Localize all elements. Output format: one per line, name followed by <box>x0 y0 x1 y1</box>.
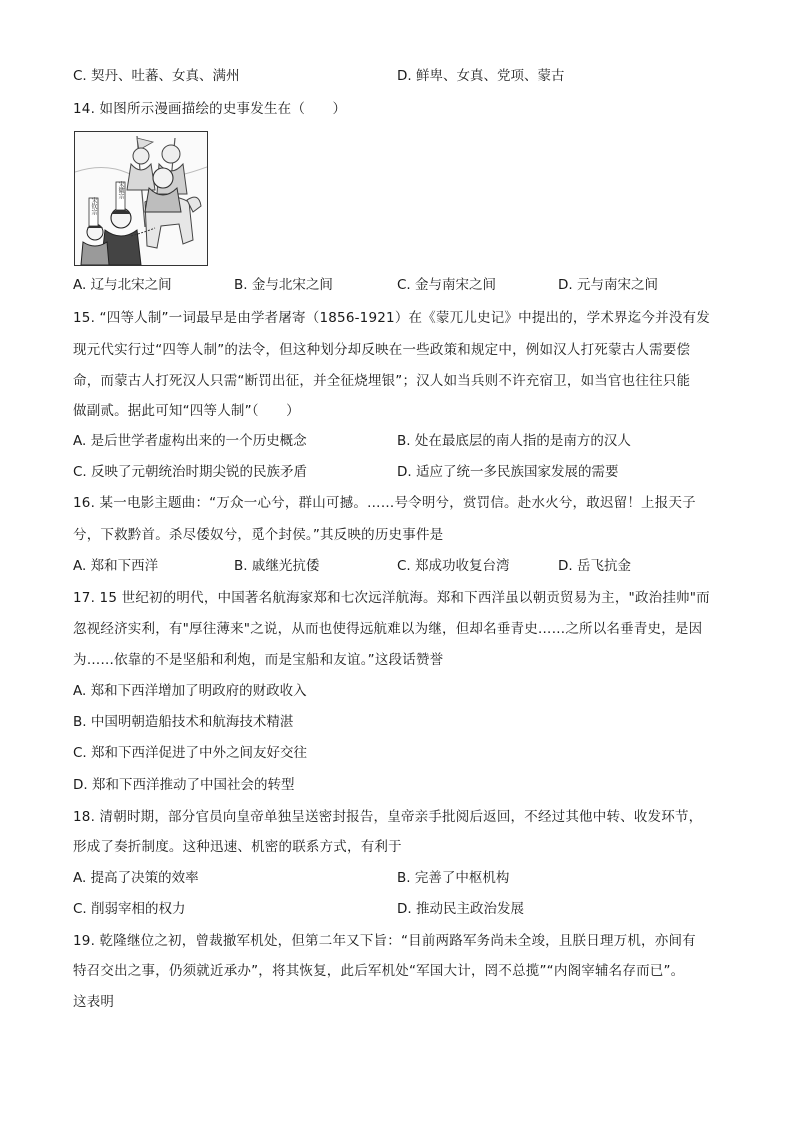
q16-stem-line-1: 16. 某一电影主题曲：“万众一心兮，群山可撼。……号令明兮，赏罚信。赴水火兮，敢迟留！上报天子 <box>73 495 696 511</box>
q19-stem-line-1: 19. 乾隆继位之初，曾裁撤军机处，但第二年又下旨：“目前两路军务尚未全竣，且朕日理万机，亦间有 <box>73 933 696 949</box>
q16-option-c[interactable]: C. 郑成功收复台湾 <box>397 558 510 574</box>
q15-option-b[interactable]: B. 处在最底层的南人指的是南方的汉人 <box>397 433 631 449</box>
q16-option-d[interactable]: D. 岳飞抗金 <box>558 558 631 574</box>
q17-option-a[interactable]: A. 郑和下西洋增加了明政府的财政收入 <box>73 683 307 699</box>
cartoon-label-center: 宋徽宗 <box>117 181 124 199</box>
q13-option-c[interactable]: C. 契丹、吐蕃、女真、满州 <box>73 68 240 84</box>
q15-option-c[interactable]: C. 反映了元朝统治时期尖锐的民族矛盾 <box>73 464 308 480</box>
q18-option-a[interactable]: A. 提高了决策的效率 <box>73 870 199 886</box>
q15-option-a[interactable]: A. 是后世学者虚构出来的一个历史概念 <box>73 433 307 449</box>
q18-option-d[interactable]: D. 推动民主政治发展 <box>397 901 524 917</box>
q14-option-b[interactable]: B. 金与北宋之间 <box>234 277 333 293</box>
q17-stem-line-2: 忽视经济实利，有"厚往薄来"之说，从而也使得远航难以为继，但却名垂青史……之所以名垂青史，是因 <box>73 621 703 637</box>
q17-option-d[interactable]: D. 郑和下西洋推动了中国社会的转型 <box>73 777 295 793</box>
q15-stem-line-4: 做副贰。据此可知“四等人制”（ ） <box>73 403 300 419</box>
q15-stem-line-1: 15. “四等人制”一词最早是由学者屠寄（1856-1921）在《蒙兀儿史记》中提出的，学术界迄今并没有发 <box>73 310 710 326</box>
q18-option-c[interactable]: C. 削弱宰相的权力 <box>73 901 186 917</box>
q17-stem-line-1: 17. 15 世纪初的明代，中国著名航海家郑和七次远洋航海。郑和下西洋虽以朝贡贸易为主，"政治挂帅"而 <box>73 590 710 606</box>
q19-stem-line-2: 特召交出之事，仍须就近承办”，将其恢复，此后军机处“军国大计，罔不总揽”“内阁宰辅名存而已”。 <box>73 963 685 979</box>
q18-option-b[interactable]: B. 完善了中枢机构 <box>397 870 510 886</box>
q14-stem: 14. 如图所示漫画描绘的史事发生在（ ） <box>73 101 347 117</box>
q16-option-b[interactable]: B. 戚继光抗倭 <box>234 558 320 574</box>
q16-option-a[interactable]: A. 郑和下西洋 <box>73 558 159 574</box>
q17-option-b[interactable]: B. 中国明朝造船技术和航海技术精湛 <box>73 714 294 730</box>
q15-stem-line-3: 命，而蒙古人打死汉人只需“断罚出征，并全征烧埋银”；汉人如当兵则不许充宿卫，如当官也往往只能 <box>73 373 691 389</box>
q15-stem-line-2: 现元代实行过“四等人制”的法令，但这种划分却反映在一些政策和规定中，例如汉人打死蒙古人需要偿 <box>73 342 691 358</box>
q15-option-d[interactable]: D. 适应了统一多民族国家发展的需要 <box>397 464 619 480</box>
q19-stem-line-3: 这表明 <box>73 994 115 1010</box>
cartoon-label-left: 宋钦宗 <box>90 197 97 215</box>
q13-option-d[interactable]: D. 鲜卑、女真、党项、蒙古 <box>397 68 565 84</box>
q14-cartoon-image <box>74 131 208 266</box>
q14-option-a[interactable]: A. 辽与北宋之间 <box>73 277 172 293</box>
q17-stem-line-3: 为……依靠的不是坚船和利炮，而是宝船和友谊。”这段话赞誉 <box>73 652 444 668</box>
q18-stem-line-2: 形成了奏折制度。这种迅速、机密的联系方式，有利于 <box>73 839 402 855</box>
q17-option-c[interactable]: C. 郑和下西洋促进了中外之间友好交往 <box>73 745 308 761</box>
q16-stem-line-2: 兮，下救黔首。杀尽倭奴兮，觅个封侯。”其反映的历史事件是 <box>73 527 444 543</box>
q14-option-d[interactable]: D. 元与南宋之间 <box>558 277 658 293</box>
q18-stem-line-1: 18. 清朝时期，部分官员向皇帝单独呈送密封报告，皇帝亲手批阅后返回，不经过其他中转、收发环节， <box>73 809 703 825</box>
q14-option-c[interactable]: C. 金与南宋之间 <box>397 277 497 293</box>
